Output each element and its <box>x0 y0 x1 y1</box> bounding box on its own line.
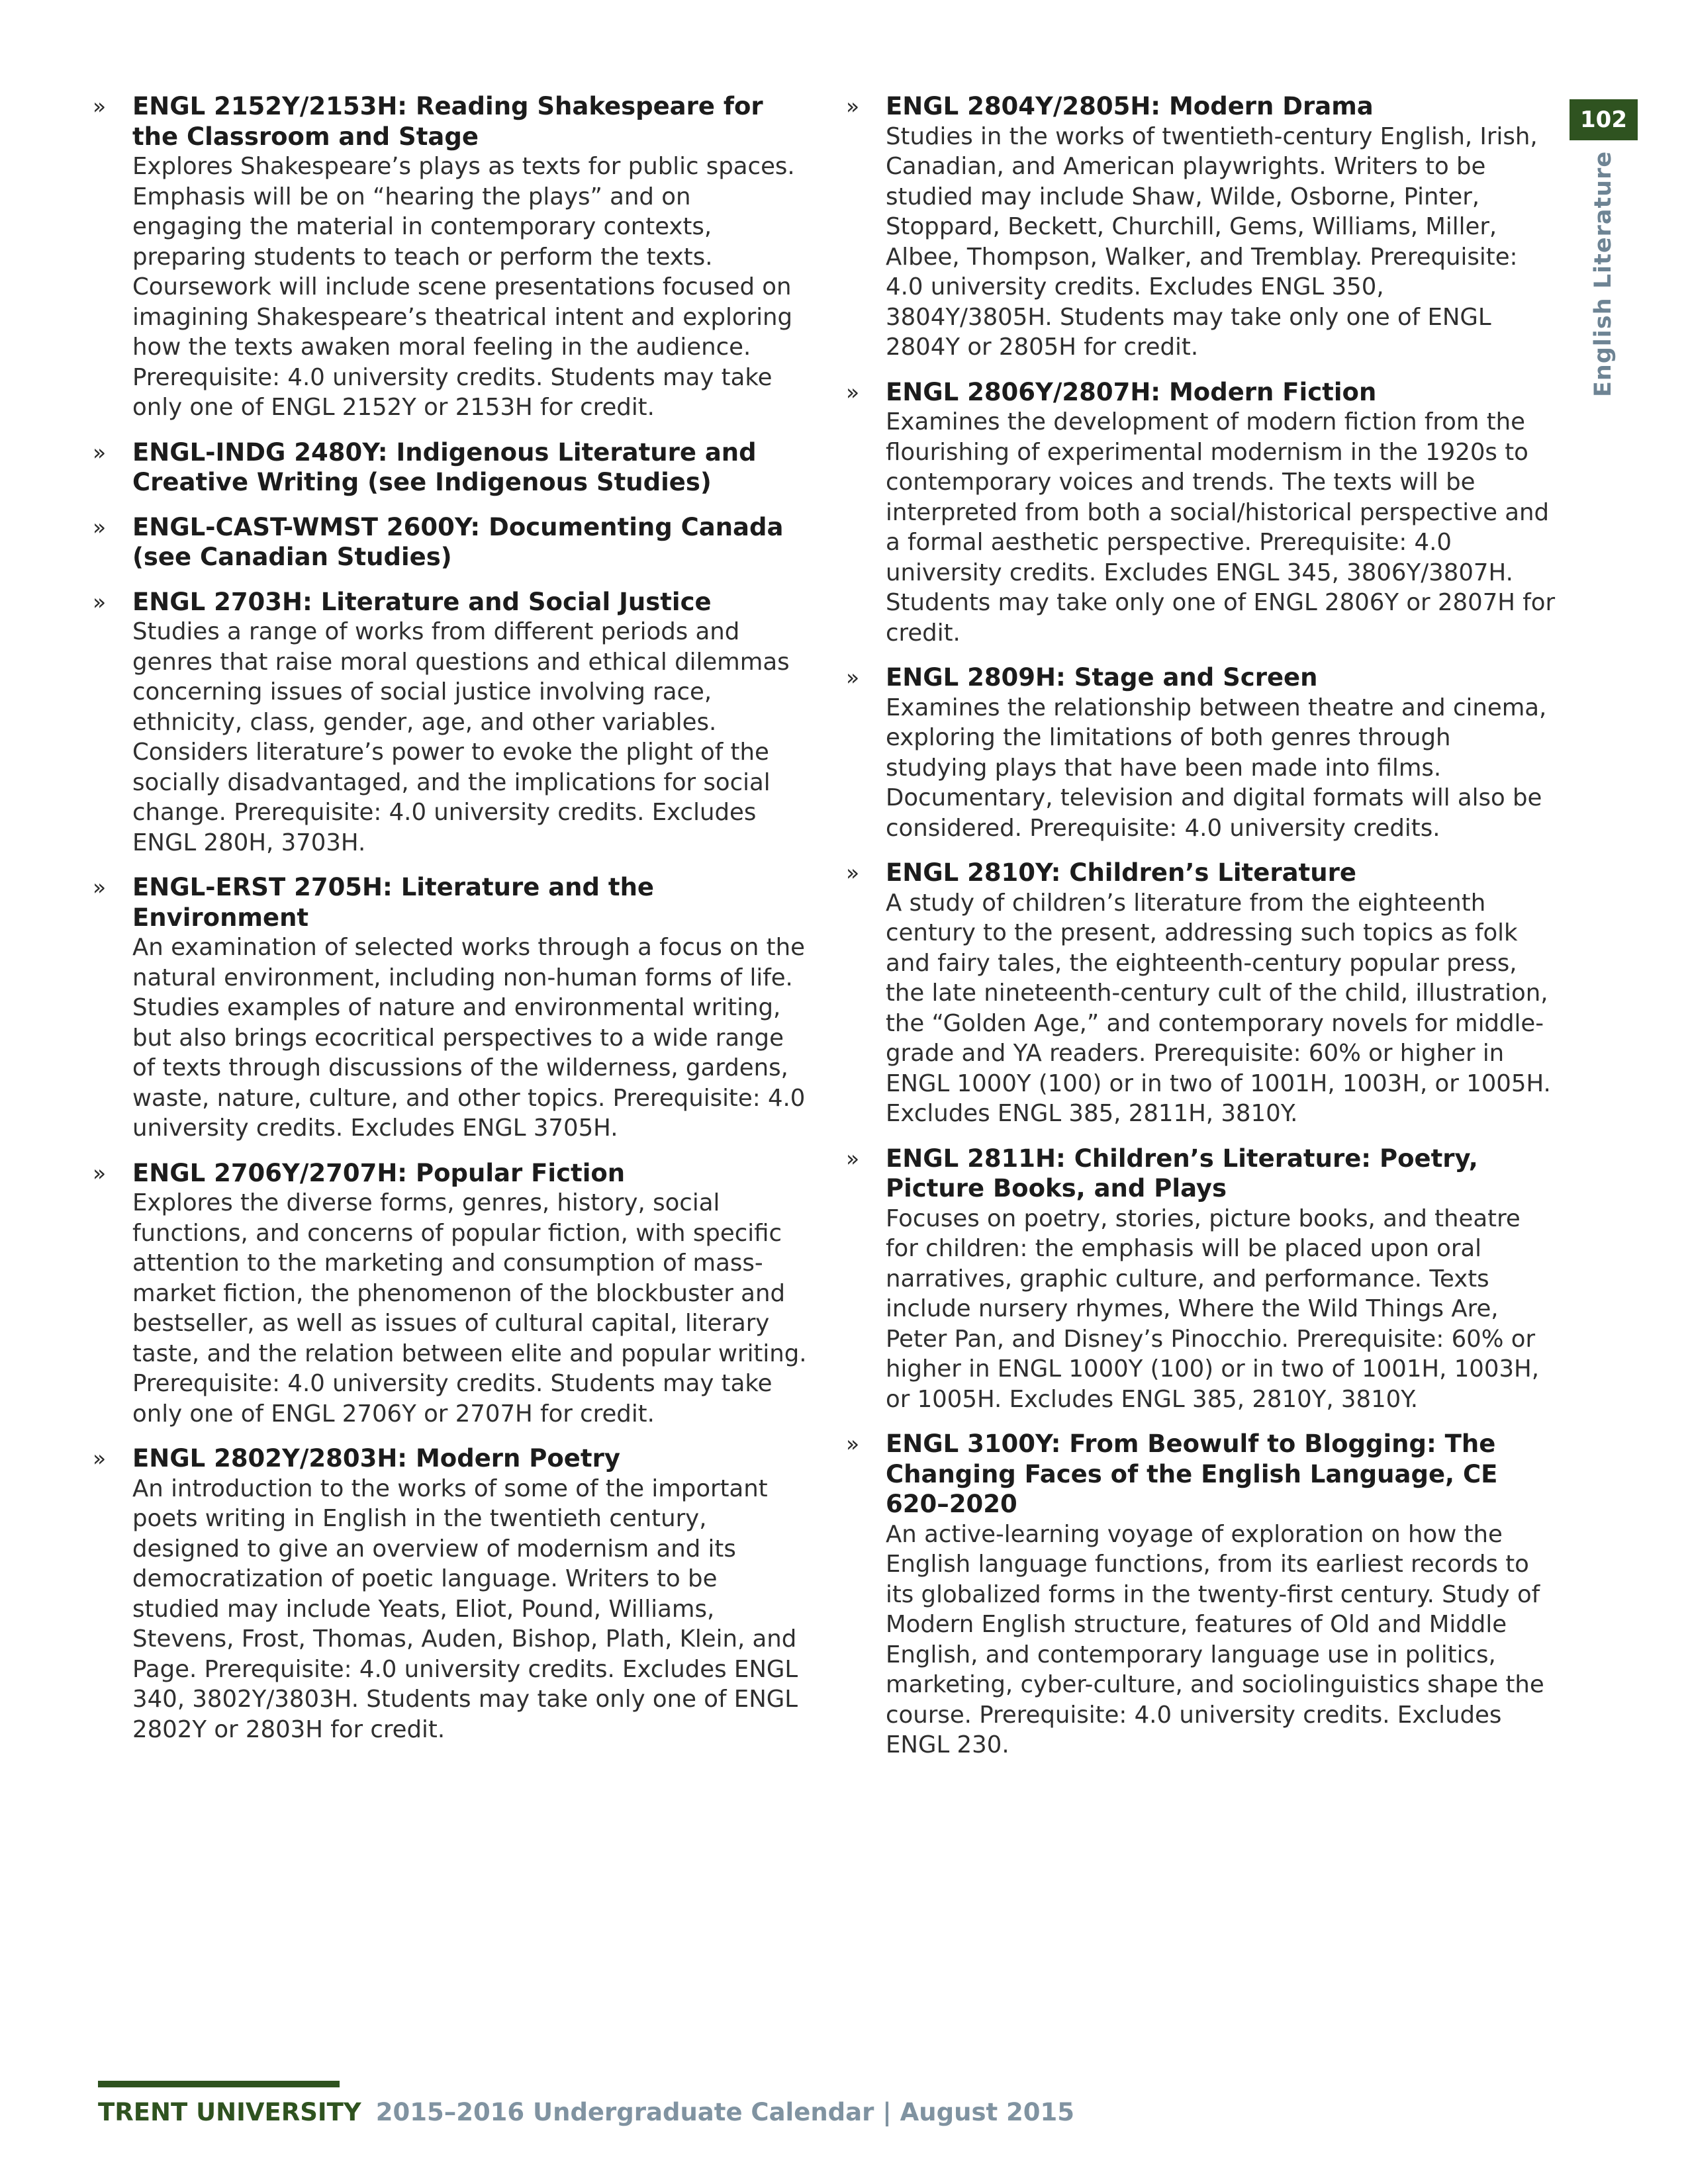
course-title: ENGL 2703H: Literature and Social Justice <box>132 587 712 616</box>
bullet-icon: » <box>846 379 860 405</box>
course-description: Focuses on poetry, stories, picture books, and theatre for children: the emphasis will be placed upon oral narratives, graphic culture, and performance. Texts include nursery rhymes, Where the Wild Things Are, Peter Pan, and Disney’s Pinocchio. Prerequisite: 60% or higher in ENGL 1000Y (100) or in two of 1001H, 1003H, or 1005H. Excludes ENGL 385, 2810Y, 3810Y. <box>886 1205 1540 1413</box>
course-entry <box>846 858 1556 1129</box>
right-column <box>846 91 1556 1775</box>
course-entry <box>93 437 808 498</box>
bullet-icon: » <box>93 1160 107 1186</box>
course-entry <box>846 662 1556 843</box>
course-title: ENGL 2810Y: Children’s Literature <box>886 858 1356 887</box>
bullet-icon: » <box>93 874 107 900</box>
course-description: Examines the development of modern fiction from the flourishing of experimental modernism in the 1920s to contemporary voices and trends. The texts will be interpreted from both a social/historical perspective and a formal aesthetic perspective. Prerequisite: 4.0 university credits. Excludes ENGL 345, 3806Y/3807H. Students may take only one of ENGL 2806Y or 2807H for credit. <box>886 408 1556 647</box>
course-title: ENGL-INDG 2480Y: Indigenous Literature and Creative Writing (see Indigenous Studies) <box>132 437 757 496</box>
course-description: An active-learning voyage of exploration on how the English language functions, from its earliest records to its globalized forms in the twenty-first century. Study of Modern English structure, features of Old and Middle English, and contemporary language use in politics, marketing, cyber-culture, and sociolinguistics shape the course. Prerequisite: 4.0 university credits. Excludes ENGL 230. <box>886 1520 1544 1758</box>
footer <box>98 2098 1074 2126</box>
course-entry <box>93 91 808 423</box>
bullet-icon: » <box>93 588 107 615</box>
course-description: Explores the diverse forms, genres, history, social functions, and concerns of popular fiction, with specific attention to the marketing and consumption of mass-market fiction, the phenomenon of the blockbuster and bestseller, as well as issues of cultural capital, literary taste, and the relation between elite and popular writing. Prerequisite: 4.0 university credits. Students may take only one of ENGL 2706Y or 2707H for credit. <box>132 1189 807 1428</box>
footer-rule <box>98 2081 340 2087</box>
footer-university: TRENT UNIVERSITY <box>98 2098 361 2126</box>
course-description: Studies a range of works from different periods and genres that raise moral questions and ethical dilemmas concerning issues of social justice involving race, ethnicity, class, gender, age, and other variables. Considers literature’s power to evoke the plight of the socially disadvantaged, and the implications for social change. Prerequisite: 4.0 university credits. Excludes ENGL 280H, 3703H. <box>132 618 790 856</box>
course-title: ENGL 2706Y/2707H: Popular Fiction <box>132 1158 626 1187</box>
course-entry <box>93 1443 808 1745</box>
course-entry <box>93 1158 808 1430</box>
course-entry <box>93 512 808 572</box>
bullet-icon: » <box>846 1145 860 1171</box>
course-description: Examines the relationship between theatre and cinema, exploring the limitations of both genres through studying plays that have been made into films. Documentary, television and digital formats will also be considered. Prerequisite: 4.0 university credits. <box>886 694 1547 842</box>
bullet-icon: » <box>846 860 860 886</box>
course-title: ENGL 2152Y/2153H: Reading Shakespeare for the Classroom and Stage <box>132 92 763 151</box>
course-description: Studies in the works of twentieth-century English, Irish, Canadian, and American playwrights. Writers to be studied may include Shaw, Wilde, Osborne, Pinter, Stoppard, Beckett, Churchill, Gems, Williams, Miller, Albee, Thompson, Walker, and Tremblay. Prerequisite: 4.0 university credits. Excludes ENGL 350, 3804Y/3805H. Students may take only one of ENGL 2804Y or 2805H for credit. <box>886 122 1538 361</box>
course-title: ENGL 2804Y/2805H: Modern Drama <box>886 92 1374 120</box>
course-title: ENGL 2802Y/2803H: Modern Poetry <box>132 1444 620 1473</box>
bullet-icon: » <box>93 1445 107 1471</box>
course-title: ENGL-CAST-WMST 2600Y: Documenting Canada (see Canadian Studies) <box>132 512 784 571</box>
course-description: Explores Shakespeare’s plays as texts for public spaces. Emphasis will be on “hearing the plays” and on engaging the material in contemporary contexts, preparing students to teach or perform the texts. Coursework will include scene presentations focused on imagining Shakespeare’s theatrical intent and exploring how the texts awaken moral feeling in the audience. Prerequisite: 4.0 university credits. Students may take only one of ENGL 2152Y or 2153H for credit. <box>132 153 795 421</box>
page-number: 102 <box>1570 99 1638 140</box>
course-title: ENGL 2811H: Children’s Literature: Poetry, Picture Books, and Plays <box>886 1144 1478 1203</box>
course-entry <box>846 377 1556 649</box>
course-title: ENGL 3100Y: From Beowulf to Blogging: The Changing Faces of the English Language, CE 620–2020 <box>886 1430 1498 1518</box>
left-column <box>93 91 808 1759</box>
course-title: ENGL 2809H: Stage and Screen <box>886 663 1318 692</box>
course-description: A study of children’s literature from the eighteenth century to the present, addressing such topics as folk and fairy tales, the eighteenth-century popular press, the late nineteenth-century cult of the child, illustration, the “Golden Age,” and contemporary novels for middle-grade and YA readers. Prerequisite: 60% or higher in ENGL 1000Y (100) or in two of 1001H, 1003H, or 1005H. Excludes ENGL 385, 2811H, 3810Y. <box>886 889 1551 1127</box>
course-entry <box>93 587 808 858</box>
footer-calendar: 2015–2016 Undergraduate Calendar | August 2015 <box>375 2098 1075 2126</box>
course-title: ENGL-ERST 2705H: Literature and the Environment <box>132 873 655 932</box>
course-entry <box>846 1429 1556 1760</box>
course-entry <box>846 1144 1556 1415</box>
section-label: English Literature <box>1590 150 1617 397</box>
bullet-icon: » <box>93 439 107 465</box>
course-entry <box>846 91 1556 363</box>
course-title: ENGL 2806Y/2807H: Modern Fiction <box>886 377 1377 406</box>
bullet-icon: » <box>93 514 107 540</box>
bullet-icon: » <box>846 1431 860 1457</box>
bullet-icon: » <box>846 664 860 690</box>
course-description: An introduction to the works of some of the important poets writing in English in the twentieth century, designed to give an overview of modernism and its democratization of poetic language. Writers to be studied may include Yeats, Eliot, Pound, Williams, Stevens, Frost, Thomas, Auden, Bishop, Plath, Klein, and Page. Prerequisite: 4.0 university credits. Excludes ENGL 340, 3802Y/3803H. Students may take only one of ENGL 2802Y or 2803H for credit. <box>132 1475 798 1743</box>
course-entry <box>93 872 808 1144</box>
bullet-icon: » <box>93 93 107 119</box>
bullet-icon: » <box>846 93 860 119</box>
course-description: An examination of selected works through a focus on the natural environment, including non-human forms of life. Studies examples of nature and environmental writing, but also brings ecocritical perspectives to a wide range of texts through discussions of the wilderness, gardens, waste, nature, culture, and other topics. Prerequisite: 4.0 university credits. Excludes ENGL 3705H. <box>132 934 806 1142</box>
